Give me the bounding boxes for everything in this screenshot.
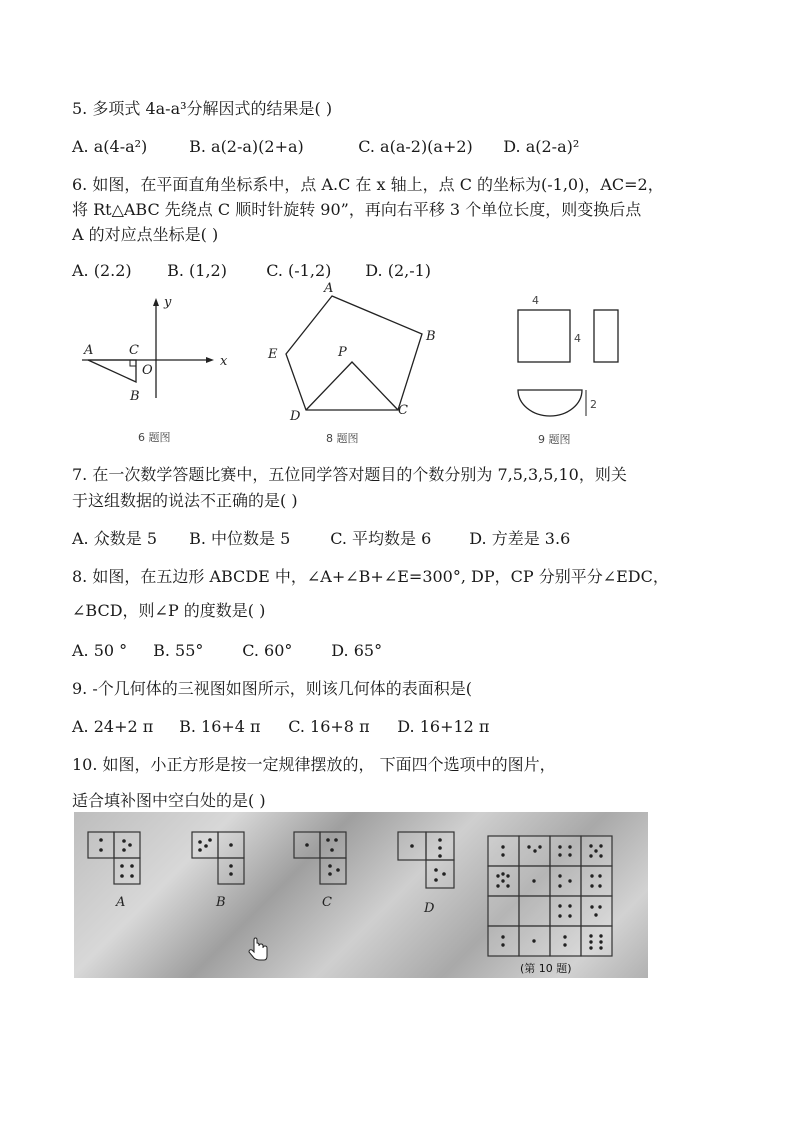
- label-top-4: 4: [532, 294, 539, 307]
- q5-options: [72, 136, 579, 158]
- q6-option-d: D. (2,-1): [365, 261, 432, 280]
- y-axis-arrow: [153, 298, 159, 306]
- label-o: O: [142, 363, 153, 378]
- q5-option-d: D. a(2-a)²: [503, 137, 580, 156]
- q10-line-1: 10. 如图，小正方形是按一定规律摆放的， 下面四个选项中的图片，: [72, 755, 556, 774]
- label-b: B: [426, 329, 436, 344]
- label-a: A: [84, 343, 94, 358]
- side-view-rectangle: [594, 310, 618, 362]
- q6-line-2: 将 Rt△ABC 先绕点 C 顺时针旋转 90”，再向右平移 3 个单位长度，则变换后点: [72, 200, 642, 219]
- q7-options: [72, 528, 570, 550]
- q8-line-2: ∠BCD，则∠P 的度数是( ): [72, 601, 266, 620]
- figure-6-caption: 6 题图: [138, 431, 171, 444]
- label-c: C: [129, 343, 139, 358]
- pattern-figure: [74, 812, 648, 978]
- q9-stem: 9. -个几何体的三视图如图所示，则该几何体的表面积是(: [72, 679, 473, 698]
- label-y: y: [164, 295, 172, 310]
- label-side-4: 4: [574, 332, 581, 345]
- q6-option-a: A. (2.2): [72, 261, 132, 280]
- q7-line-2: 于这组数据的说法不正确的是( ): [72, 491, 298, 510]
- choice-c-squares: [294, 832, 346, 884]
- triangle-abc: [88, 360, 136, 382]
- pattern-caption: (第 10 题): [520, 962, 572, 975]
- q8-line-1: 8. 如图，在五边形 ABCDE 中，∠A+∠B+∠E=300°, DP，CP 分别平分∠EDC，: [72, 567, 669, 586]
- choice-b-label: B: [216, 895, 226, 910]
- q7-option-a: A. 众数是 5: [72, 529, 157, 548]
- pattern-grid: [488, 836, 612, 956]
- q6-line-1: 6. 如图，在平面直角坐标系中，点 A.C 在 x 轴上，点 C 的坐标为(-1,0)，AC=2，: [72, 175, 664, 194]
- q9-option-a: A. 24+2 π: [72, 717, 154, 736]
- choice-c-label: C: [322, 895, 332, 910]
- choice-b-squares: [192, 832, 244, 884]
- q7-option-b: B. 中位数是 5: [189, 529, 291, 548]
- q9-options: [72, 716, 489, 738]
- right-angle-mark: [130, 360, 136, 366]
- q6-line-3: A 的对应点坐标是( ): [72, 225, 219, 244]
- figure-6: [76, 288, 246, 448]
- q7-option-c: C. 平均数是 6: [330, 529, 432, 548]
- label-d: D: [290, 409, 301, 424]
- q9-option-b: B. 16+4 π: [179, 717, 261, 736]
- hand-cursor-icon: [249, 938, 267, 960]
- q6-option-c: C. (-1,2): [266, 261, 332, 280]
- x-axis-arrow: [206, 357, 214, 363]
- question-10-photo: [74, 812, 648, 978]
- figure-9-caption: 9 题图: [538, 433, 571, 446]
- figure-8-caption: 8 题图: [326, 432, 359, 445]
- q5-option-c: C. a(a-2)(a+2): [358, 137, 473, 156]
- label-height-2: 2: [590, 398, 597, 411]
- label-e: E: [268, 347, 278, 362]
- label-p: P: [338, 345, 347, 360]
- front-view-square: [518, 310, 570, 362]
- label-x: x: [220, 354, 228, 369]
- q6-options: [72, 260, 431, 282]
- label-c: C: [398, 403, 408, 418]
- choice-a-label: A: [116, 895, 126, 910]
- q8-option-d: D. 65°: [331, 641, 383, 660]
- q10-line-2: 适合填补图中空白处的是( ): [72, 791, 266, 810]
- q5-option-b: B. a(2-a)(2+a): [189, 137, 304, 156]
- figure-8: [262, 282, 452, 448]
- choice-d-label: D: [424, 901, 435, 916]
- angle-bisectors-dp-cp: [306, 362, 398, 410]
- figure-9: [500, 290, 650, 448]
- q8-option-a: A. 50 °: [72, 641, 128, 660]
- q8-option-b: B. 55°: [153, 641, 204, 660]
- top-view-semicircle: [518, 390, 582, 416]
- q5-option-a: A. a(4-a²): [72, 137, 148, 156]
- label-a: A: [324, 282, 334, 296]
- q9-option-c: C. 16+8 π: [288, 717, 370, 736]
- q7-option-d: D. 方差是 3.6: [469, 529, 571, 548]
- choice-b-dots: [198, 838, 233, 876]
- q8-option-c: C. 60°: [242, 641, 293, 660]
- q7-line-1: 7. 在一次数学答题比赛中，五位同学答对题目的个数分别为 7,5,3,5,10，则关: [72, 465, 627, 484]
- q6-option-b: B. (1,2): [167, 261, 227, 280]
- q5-stem: 5. 多项式 4a-a³分解因式的结果是( ): [72, 99, 333, 118]
- q8-options: [72, 640, 382, 662]
- q9-option-d: D. 16+12 π: [397, 717, 490, 736]
- choice-d-squares: [398, 832, 454, 888]
- label-b: B: [130, 389, 140, 404]
- pentagon-abcde: [286, 296, 422, 410]
- choice-c-dots: [305, 838, 340, 876]
